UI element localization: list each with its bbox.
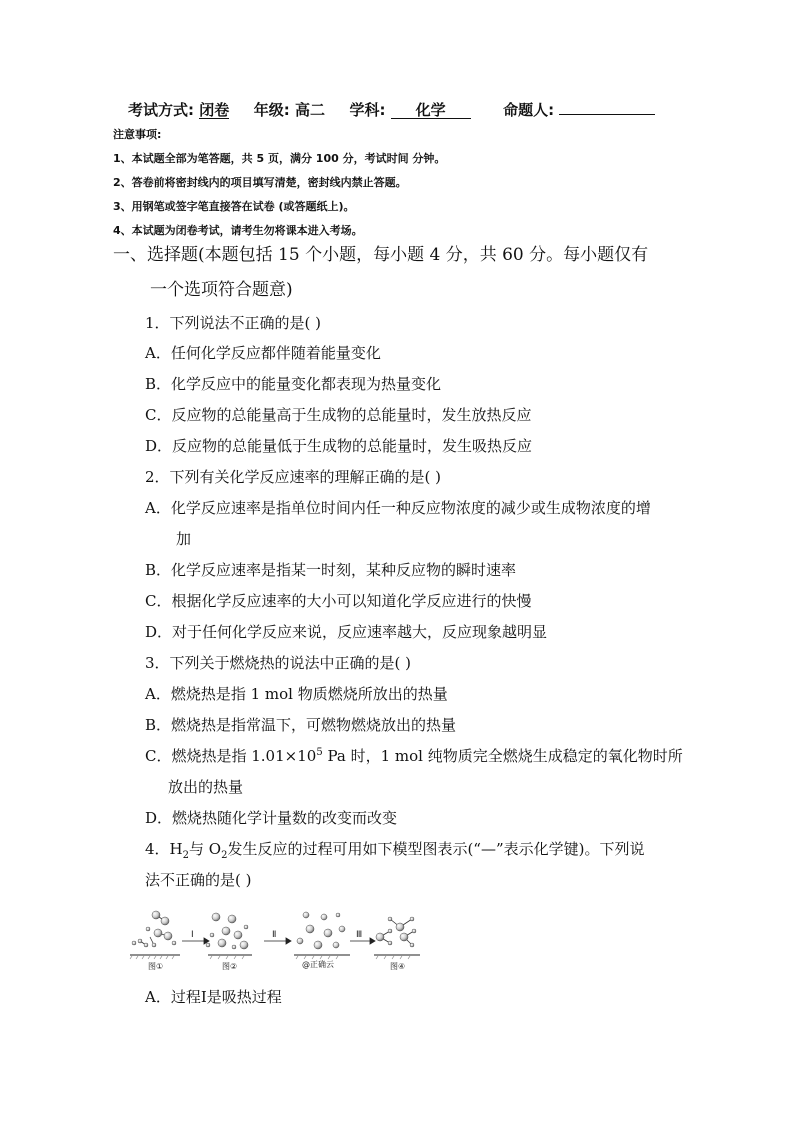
- author-label: 命题人:: [503, 101, 555, 119]
- step-label-3: Ⅲ: [356, 930, 363, 940]
- step-label-1: Ⅰ: [191, 930, 194, 940]
- q4-stem-line2: 法不正确的是( ): [145, 871, 252, 889]
- q1-stem: 1．下列说法不正确的是( ): [145, 314, 322, 332]
- note-item-2: 2、答卷前将密封线内的项目填写清楚，密封线内禁止答题。: [113, 176, 407, 189]
- exam-mode-label: 考试方式:: [128, 101, 194, 119]
- section-heading-line2: 一个选项符合题意): [150, 280, 293, 300]
- q3-stem: 3．下列关于燃烧热的说法中正确的是( ): [145, 654, 412, 672]
- q3-option-c-line1: [145, 745, 683, 766]
- q4-s1: 4．H: [145, 840, 183, 858]
- q4-option-a: A．过程Ⅰ是吸热过程: [145, 988, 282, 1006]
- q2-stem: 2．下列有关化学反应速率的理解正确的是( ): [145, 468, 442, 486]
- q2-option-a-line2: 加: [176, 530, 192, 548]
- caption-fig-2: 图②: [222, 962, 238, 971]
- q4-o2-sub: 2: [221, 850, 228, 861]
- q3-option-c-line2: 放出的热量: [168, 778, 244, 796]
- grade-label: 年级:: [253, 101, 290, 119]
- step-label-2: Ⅱ: [272, 930, 277, 940]
- q2-option-c: C．根据化学反应速率的大小可以知道化学反应进行的快慢: [145, 592, 532, 610]
- q3-option-d: D．燃烧热随化学计量数的改变而改变: [145, 809, 398, 827]
- q3-option-b: B．燃烧热是指常温下，可燃物燃烧放出的热量: [145, 716, 457, 734]
- reaction-model-figure: [128, 905, 428, 977]
- q1-option-b: B．化学反应中的能量变化都表现为热量变化: [145, 375, 442, 393]
- q1-option-d: D．反应物的总能量低于生成物的总能量时，发生吸热反应: [145, 437, 533, 455]
- q2-option-d: D．对于任何化学反应来说，反应速率越大，反应现象越明显: [145, 623, 548, 641]
- q4-s2: 与 O: [189, 840, 222, 858]
- q3-c-post: Pa 时，1 mol 纯物质完全燃烧生成稳定的氧化物时所: [322, 747, 683, 765]
- q1-option-a: A．任何化学反应都伴随着能量变化: [145, 344, 381, 362]
- note-item-4: 4、本试题为闭卷考试，请考生勿将课本进入考场。: [113, 224, 363, 237]
- note-item-1: 1、本试题全部为笔答题，共 5 页，满分 100 分，考试时间 分钟。: [113, 152, 446, 165]
- caption-fig-4: 图④: [390, 962, 406, 971]
- q2-option-b: B．化学反应速率是指某一时刻，某种反应物的瞬时速率: [145, 561, 517, 579]
- section-heading-line1: 一、选择题(本题包括 15 个小题，每小题 4 分，共 60 分。每小题仅有: [113, 245, 649, 265]
- exam-mode-value: 闭卷: [199, 101, 230, 119]
- q3-c-sup: 5: [316, 747, 323, 758]
- subject-label: 学科:: [349, 101, 386, 119]
- q3-option-a: A．燃烧热是指 1 mol 物质燃烧所放出的热量: [145, 685, 448, 703]
- q3-c-pre: C．燃烧热是指 1.01×10: [145, 747, 317, 765]
- notes-title: 注意事项:: [113, 128, 162, 141]
- caption-fig-1: 图①: [148, 962, 164, 971]
- q2-option-a-line1: A．化学反应速率是指单位时间内任一种反应物浓度的减少或生成物浓度的增: [145, 499, 651, 517]
- caption-fig-3: @正确云: [302, 960, 334, 969]
- q1-option-c: C．反应物的总能量高于生成物的总能量时，发生放热反应: [145, 406, 532, 424]
- q4-stem-line1: [145, 838, 645, 861]
- author-blank: [559, 98, 655, 115]
- subject-value: 化学: [391, 102, 471, 119]
- grade-value: 高二: [294, 101, 325, 119]
- q4-s3: 发生反应的过程可用如下模型图表示(“—”表示化学键)。下列说: [227, 840, 645, 858]
- exam-header: [128, 98, 655, 120]
- note-item-3: 3、用钢笔或签字笔直接答在试卷 (或答题纸上)。: [113, 200, 355, 213]
- q4-h2-sub: 2: [182, 850, 189, 861]
